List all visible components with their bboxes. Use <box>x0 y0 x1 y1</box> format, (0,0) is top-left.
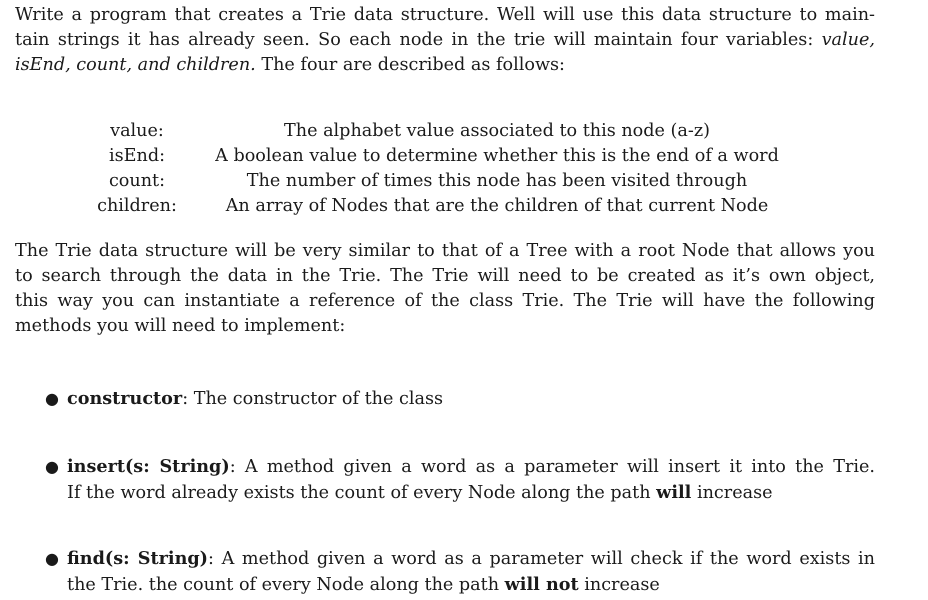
trie-description-paragraph <box>15 239 875 339</box>
method-line <box>67 480 875 506</box>
method-description-end: increase <box>691 483 773 503</box>
bullet-icon: ● <box>45 549 59 568</box>
definition-term: value: <box>110 121 164 141</box>
definition-description: A boolean value to determine whether this is the end of a word <box>215 146 779 166</box>
intro-vars-list: isEnd, count, and children. <box>15 55 256 75</box>
method-description: : A method given a word as a parameter will check if the word exists in <box>208 549 876 569</box>
method-line <box>67 386 875 412</box>
method-body <box>67 546 875 598</box>
definition-term: count: <box>108 171 166 191</box>
intro-line-2-text: tain strings it has already seen. So each node in the trie will maintain four variables: <box>15 30 822 50</box>
method-description-cont: the Trie. the count of every Node along the path <box>67 575 505 595</box>
method-emphasis: will not <box>504 574 579 595</box>
definition-term: children: <box>97 196 177 216</box>
intro-var-value: value, <box>821 30 875 50</box>
definition-row <box>88 194 808 219</box>
method-body <box>67 454 875 506</box>
description-line-4: methods you will need to implement: <box>15 316 346 336</box>
intro-line-2 <box>15 28 875 53</box>
definition-description: The alphabet value associated to this node (a-z) <box>284 121 710 141</box>
intro-paragraph <box>15 3 875 78</box>
definition-row <box>88 119 808 144</box>
method-description: : The constructor of the class <box>182 389 444 409</box>
intro-line-3-text: The four are described as follows: <box>255 55 565 75</box>
method-name: find(s: String) <box>67 548 208 569</box>
method-description-cont: If the word already exists the count of every Node along the path <box>67 483 657 503</box>
method-name: constructor <box>67 388 183 409</box>
bullet-icon: ● <box>45 389 59 408</box>
method-line <box>67 572 875 598</box>
method-emphasis: will <box>656 482 692 503</box>
method-line <box>67 546 875 572</box>
intro-line-3 <box>15 53 875 78</box>
method-description-end: increase <box>578 575 660 595</box>
definition-term: isEnd: <box>108 146 166 166</box>
definition-row <box>88 169 808 194</box>
intro-line-1: Write a program that creates a Trie data structure. Well will use this data structure to main- <box>15 5 875 25</box>
description-line-1: The Trie data structure will be very similar to that of a Tree with a root Node that allows you <box>15 241 875 261</box>
definition-description: The number of times this node has been visited through <box>246 171 748 191</box>
method-body <box>67 386 875 412</box>
method-line <box>67 454 875 480</box>
method-description: : A method given a word as a parameter will insert it into the Trie. <box>229 457 875 477</box>
bullet-icon: ● <box>45 457 59 476</box>
description-line-3: this way you can instantiate a reference of the class Trie. The Trie will have the following <box>15 291 875 311</box>
method-name: insert(s: String) <box>67 456 230 477</box>
description-line-2: to search through the data in the Trie. The Trie will need to be created as it’s own object, <box>15 266 875 286</box>
definition-row <box>88 144 808 169</box>
variable-definitions-table <box>88 119 808 219</box>
definition-description: An array of Nodes that are the children of that current Node <box>225 196 769 216</box>
